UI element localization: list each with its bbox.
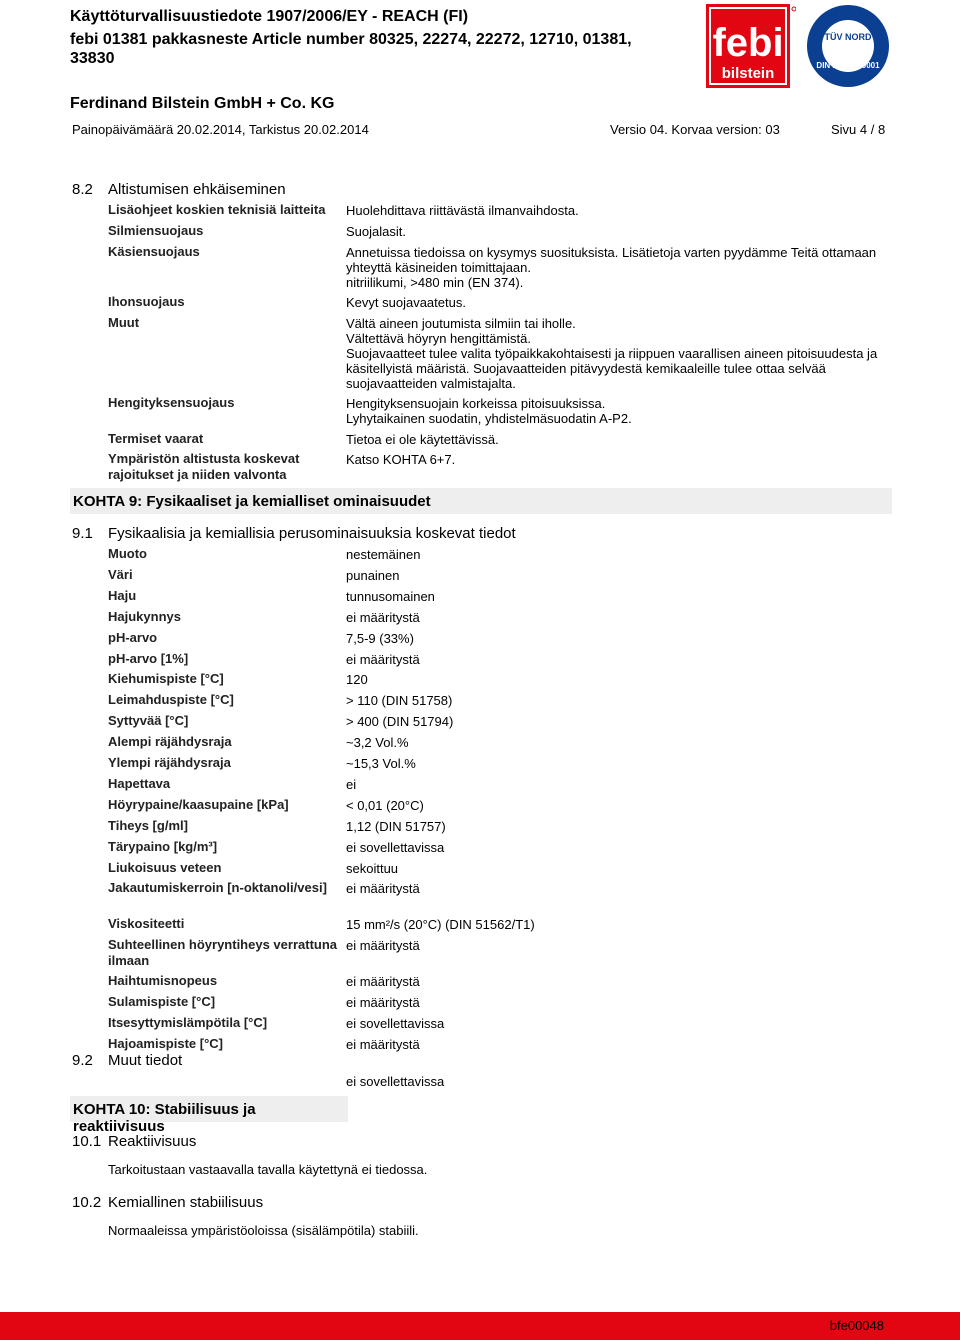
value-thermal-hazards: Tietoa ei ole käytettävissä. bbox=[346, 432, 499, 447]
section-9-1-number: 9.1 bbox=[72, 525, 93, 542]
febi-bilstein-logo bbox=[706, 4, 796, 88]
section-9-2-title: Muut tiedot bbox=[108, 1052, 183, 1069]
company-name: Ferdinand Bilstein GmbH + Co. KG bbox=[70, 95, 335, 112]
version-info: Versio 04. Korvaa version: 03 bbox=[610, 122, 780, 137]
logo-text-febi: febi bbox=[712, 21, 784, 65]
property-label: Väri bbox=[108, 566, 133, 582]
property-value: ei sovellettavissa bbox=[346, 1016, 445, 1032]
page-number: Sivu 4 / 8 bbox=[831, 122, 886, 137]
label-eye-protection: Silmiensuojaus bbox=[108, 223, 204, 238]
section-10-heading: KOHTA 10: Stabiilisuus ja reaktiivisuus bbox=[73, 1101, 256, 1135]
label-hand-protection: Käsiensuojaus bbox=[108, 244, 200, 259]
property-label: Hajoamispiste [°C] bbox=[108, 1036, 224, 1051]
property-label: Höyrypaine/kaasupaine [kPa] bbox=[108, 796, 289, 812]
value-hand-protection: Annetuissa tiedoissa on kysymys suosituksista. Lisätietoja varten pyydämme Teitä ottamaan yhteyttä käsineiden toimittajaan. nitriilikumi, >480 min (EN 374). bbox=[346, 245, 877, 290]
property-label: Viskositeetti bbox=[108, 916, 185, 932]
property-value: 7,5-9 (33%) bbox=[346, 630, 414, 646]
property-label: Hajukynnys bbox=[108, 608, 181, 624]
property-value: 15 mm²/s (20°C) (DIN 51562/T1) bbox=[346, 917, 535, 933]
property-value: ei määritystä bbox=[346, 1037, 420, 1052]
property-value: punainen bbox=[346, 567, 400, 583]
property-value: 1,12 (DIN 51757) bbox=[346, 818, 446, 834]
cert-subtext: DIN EN ISO 9001 bbox=[816, 61, 880, 70]
section-10-1-title: Reaktiivisuus bbox=[108, 1133, 197, 1150]
property-value: ei määritystä bbox=[346, 609, 420, 625]
property-value: ei sovellettavissa bbox=[346, 839, 445, 855]
property-value: ei määritystä bbox=[346, 651, 420, 667]
section-10-heading-bar bbox=[70, 1096, 348, 1135]
property-label: Jakautumiskerroin [n-oktanoli/vesi] bbox=[108, 880, 327, 896]
property-label: Hapettava bbox=[108, 775, 171, 791]
footer-bar bbox=[0, 1312, 960, 1340]
product-title: febi 01381 pakkasneste Article number 80325, 22274, 22272, 12710, 01381, bbox=[70, 31, 632, 48]
property-label: Suhteellinen höyryntiheys verrattuna ilmaan bbox=[108, 937, 338, 969]
label-technical-equipment: Lisäohjeet koskien teknisiä laitteita bbox=[108, 202, 326, 217]
product-title-cont: 33830 bbox=[70, 50, 115, 67]
section-8-2-number: 8.2 bbox=[72, 181, 93, 198]
label-thermal-hazards: Termiset vaarat bbox=[108, 431, 204, 446]
label-other: Muut bbox=[108, 315, 140, 330]
value-technical-equipment: Huolehdittava riittävästä ilmanvaihdosta. bbox=[346, 203, 579, 218]
property-value: ei määritystä bbox=[346, 995, 420, 1011]
property-value: tunnusomainen bbox=[346, 588, 435, 604]
property-value: 120 bbox=[346, 672, 368, 688]
tuv-certification-seal bbox=[806, 4, 890, 88]
label-respiratory-protection: Hengityksensuojaus bbox=[108, 395, 235, 410]
property-label: Syttyvää [°C] bbox=[108, 713, 189, 729]
property-label: Liukoisuus veteen bbox=[108, 859, 222, 875]
property-label: Tärypaino [kg/m³] bbox=[108, 838, 218, 854]
property-value: nestemäinen bbox=[346, 547, 421, 562]
property-label: pH-arvo bbox=[108, 629, 158, 645]
property-value: > 400 (DIN 51794) bbox=[346, 714, 454, 730]
value-respiratory-protection: Hengityksensuojain korkeissa pitoisuuksissa. Lyhytaikainen suodatin, yhdistelmäsuodatin A-P2. bbox=[346, 396, 632, 426]
property-label: Haihtumisnopeus bbox=[108, 973, 218, 989]
property-label: Tiheys [g/ml] bbox=[108, 817, 188, 833]
section-9-2-number: 9.2 bbox=[72, 1052, 93, 1069]
property-value: sekoittuu bbox=[346, 860, 399, 876]
value-eye-protection: Suojalasit. bbox=[346, 224, 406, 239]
property-value: ~15,3 Vol.% bbox=[346, 756, 416, 771]
label-environmental-exposure: Ympäristön altistusta koskevat rajoitukset ja niiden valvonta bbox=[108, 451, 300, 482]
property-label: Alempi räjähdysraja bbox=[108, 734, 232, 750]
value-environmental-exposure: Katso KOHTA 6+7. bbox=[346, 452, 456, 467]
property-label: pH-arvo [1%] bbox=[108, 650, 189, 666]
property-label: Haju bbox=[108, 587, 137, 603]
section-10-1-number: 10.1 bbox=[72, 1133, 102, 1150]
document-title: Käyttöturvallisuustiedote 1907/2006/EY - REACH (FI) bbox=[70, 8, 469, 25]
property-value: < 0,01 (20°C) bbox=[346, 797, 424, 813]
property-value: ei määritystä bbox=[346, 881, 420, 897]
property-value: > 110 (DIN 51758) bbox=[346, 693, 453, 709]
section-8-2-title: Altistumisen ehkäiseminen bbox=[108, 181, 286, 198]
section-9-heading-bar bbox=[70, 488, 892, 514]
value-other-information: ei sovellettavissa bbox=[346, 1074, 445, 1089]
property-label: Kiehumispiste [°C] bbox=[108, 671, 224, 687]
print-date: Painopäivämäärä 20.02.2014, Tarkistus 20.02.2014 bbox=[72, 122, 369, 137]
property-label: Leimahduspiste [°C] bbox=[108, 692, 234, 708]
label-skin-protection: Ihonsuojaus bbox=[108, 294, 185, 309]
property-label: Ylempi räjähdysraja bbox=[108, 755, 231, 770]
logo-text-bilstein: bilstein bbox=[721, 65, 775, 82]
value-chemical-stability: Normaaleissa ympäristöoloissa (sisälämpötila) stabiili. bbox=[108, 1223, 419, 1238]
property-label: Itsesyttymislämpötila [°C] bbox=[108, 1015, 268, 1031]
property-label: Sulamispiste [°C] bbox=[108, 994, 216, 1010]
section-10-2-title: Kemiallinen stabiilisuus bbox=[108, 1194, 264, 1211]
property-value: ei määritystä bbox=[346, 938, 420, 954]
property-label: Muoto bbox=[108, 546, 147, 561]
property-value: ei bbox=[346, 776, 357, 792]
property-value: ~3,2 Vol.% bbox=[346, 735, 409, 751]
value-other: Vältä aineen joutumista silmiin tai iholle. Vältettävä höyryn hengittämistä. Suojavaatteet tulee valita työpaikkakohtaisesti ja riippuen vaarallisen aineen pitoisuudesta ja käsitellyistä määristä. Suojavaatteiden pitävyydestä kemikaaleille tulee ottaa selvää suojavaatteiden valmistajalta. bbox=[346, 316, 878, 391]
section-9-heading: KOHTA 9: Fysikaaliset ja kemialliset ominaisuudet bbox=[73, 493, 431, 510]
property-value: ei määritystä bbox=[346, 974, 420, 990]
value-skin-protection: Kevyt suojavaatetus. bbox=[346, 295, 466, 310]
section-10-2-number: 10.2 bbox=[72, 1194, 102, 1211]
footer-code: bfe00048 bbox=[829, 1318, 884, 1333]
value-reactivity: Tarkoitustaan vastaavalla tavalla käytettynä ei tiedossa. bbox=[108, 1162, 428, 1177]
section-9-1-title: Fysikaalisia ja kemiallisia perusominaisuuksia koskevat tiedot bbox=[108, 525, 516, 542]
cert-text: TÜV NORD bbox=[824, 32, 872, 42]
